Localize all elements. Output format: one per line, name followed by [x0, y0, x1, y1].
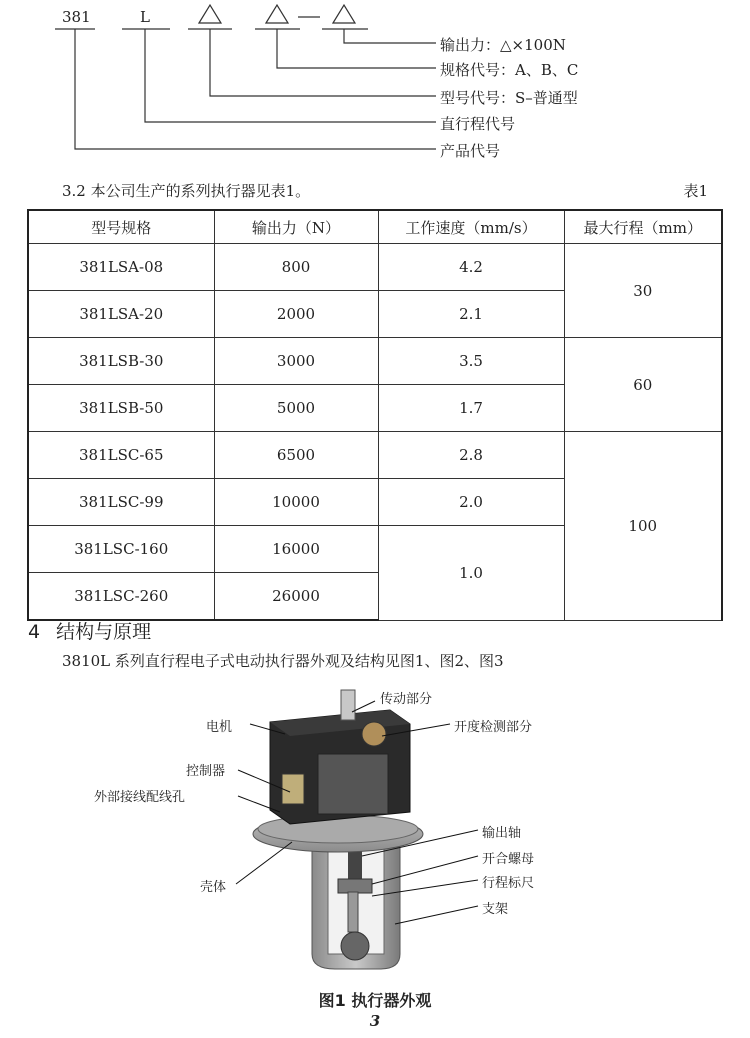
table-header-row [28, 210, 722, 244]
model-code-diagram [0, 0, 750, 170]
cell-model: 381LSA-20 [28, 291, 214, 338]
label-straight-stroke-code: 直行程代号 [440, 115, 516, 133]
cell-force: 2000 [214, 291, 378, 338]
actuator-spec-table [27, 209, 723, 621]
header-model: 型号规格 [28, 210, 214, 244]
header-speed: 工作速度（mm/s） [378, 210, 564, 244]
label-product-code: 产品代号 [440, 142, 501, 160]
table-label: 表1 [683, 182, 708, 200]
cell-force: 16000 [214, 526, 378, 573]
cell-stroke: 60 [564, 338, 722, 432]
cell-model: 381LSC-260 [28, 573, 214, 621]
actuator-figure [90, 684, 660, 984]
code-part-l: L [140, 8, 150, 26]
table-row [28, 432, 722, 479]
cell-force: 800 [214, 244, 378, 291]
section-4-heading [28, 617, 151, 644]
header-force: 输出力（N） [214, 210, 378, 244]
callout-output-shaft: 输出轴 [482, 826, 522, 841]
callout-motor: 电机 [206, 720, 233, 735]
table-row [28, 338, 722, 385]
cell-model: 381LSC-65 [28, 432, 214, 479]
callout-controller: 控制器 [186, 764, 226, 779]
callout-opening-detect: 开度检测部分 [454, 720, 533, 735]
callout-transmission: 传动部分 [380, 692, 433, 707]
cell-force: 5000 [214, 385, 378, 432]
callout-split-nut: 开合螺母 [482, 852, 535, 867]
cell-force: 3000 [214, 338, 378, 385]
code-diagram-lines [0, 0, 750, 170]
section-title: 结构与原理 [56, 621, 152, 643]
header-stroke: 最大行程（mm） [564, 210, 722, 244]
actuator-illustration [90, 684, 660, 984]
cell-speed: 1.0 [378, 526, 564, 621]
cell-model: 381LSA-08 [28, 244, 214, 291]
cell-model: 381LSC-99 [28, 479, 214, 526]
label-type-code: 型号代号：S–普通型 [440, 89, 578, 107]
section-number: 4 [28, 621, 41, 643]
cell-force: 10000 [214, 479, 378, 526]
cell-force: 26000 [214, 573, 378, 621]
cell-force: 6500 [214, 432, 378, 479]
figure-caption: 图1 执行器外观 [318, 991, 432, 1010]
code-part-381: 381 [62, 8, 91, 26]
cell-speed: 2.1 [378, 291, 564, 338]
cell-stroke: 30 [564, 244, 722, 338]
cell-speed: 4.2 [378, 244, 564, 291]
table-row [28, 244, 722, 291]
cell-speed: 2.8 [378, 432, 564, 479]
section-3-2-text: 3.2 本公司生产的系列执行器见表1。 [62, 182, 311, 200]
callout-housing: 壳体 [200, 880, 227, 895]
cell-model: 381LSB-30 [28, 338, 214, 385]
cell-model: 381LSB-50 [28, 385, 214, 432]
cell-speed: 2.0 [378, 479, 564, 526]
label-output-force: 输出力：△×100N [440, 36, 566, 54]
cell-speed: 3.5 [378, 338, 564, 385]
callout-stroke-scale: 行程标尺 [482, 876, 535, 891]
callout-bracket: 支架 [482, 902, 509, 917]
section-4-intro: 3810L 系列直行程电子式电动执行器外观及结构见图1、图2、图3 [62, 652, 504, 670]
cell-speed: 1.7 [378, 385, 564, 432]
cell-stroke: 100 [564, 432, 722, 621]
cell-model: 381LSC-160 [28, 526, 214, 573]
label-spec-code: 规格代号：A、B、C [440, 61, 579, 79]
callout-wiring-hole: 外部接线配线孔 [94, 790, 186, 805]
page-number: 3 [369, 1012, 381, 1030]
